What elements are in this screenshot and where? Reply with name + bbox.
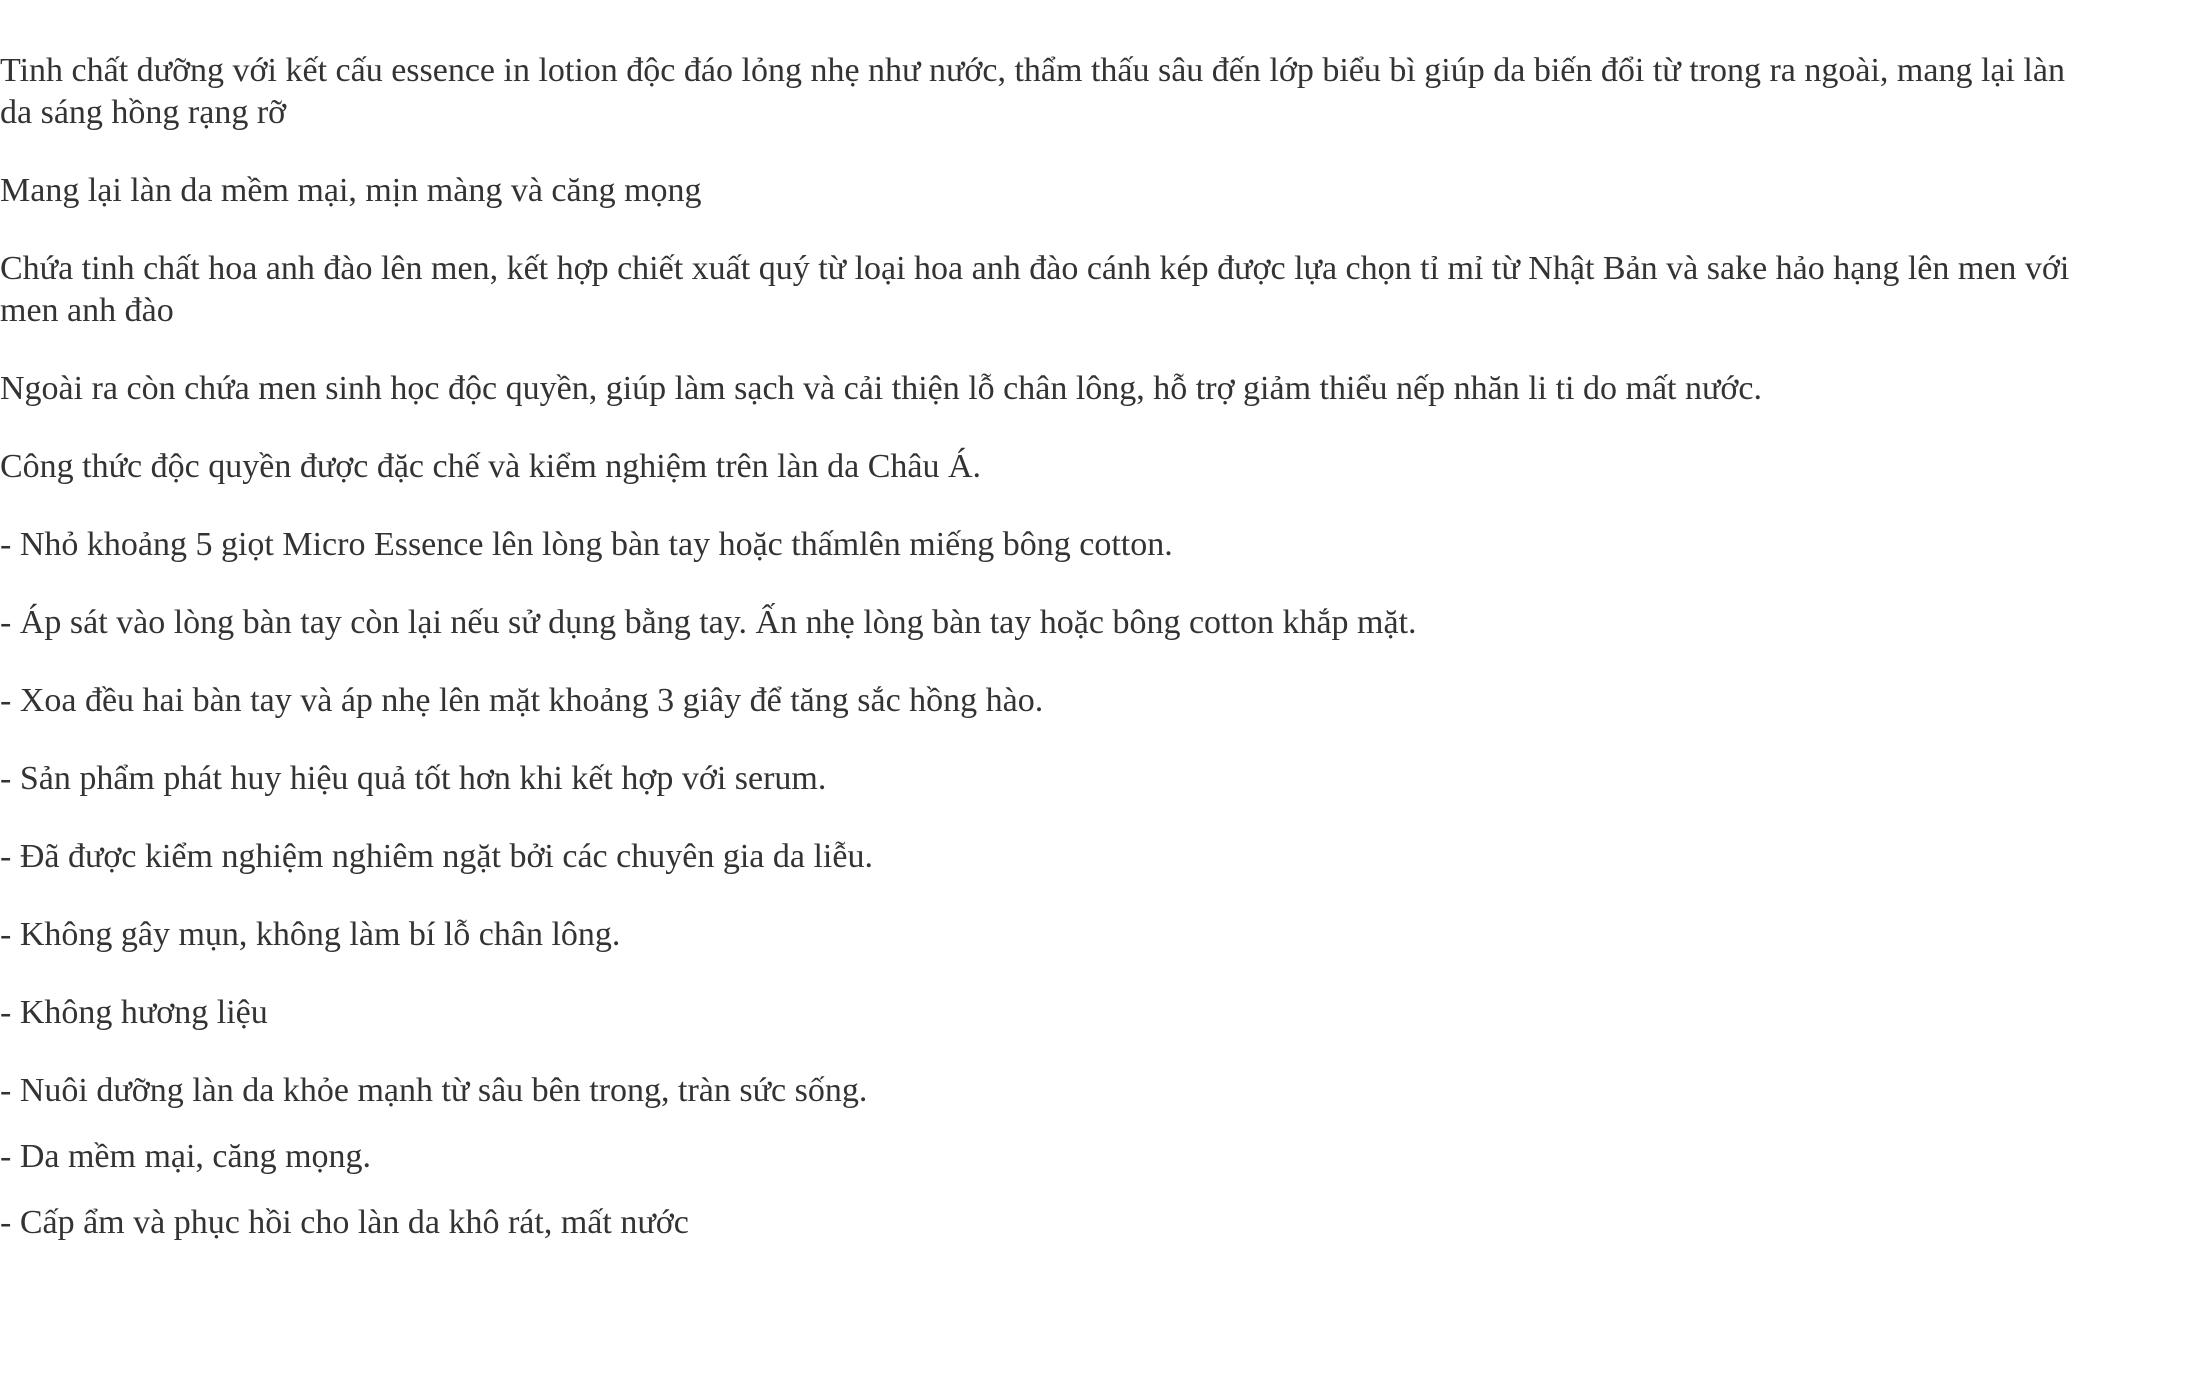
paragraph-formula: Công thức độc quyền được đặc chế và kiểm nghiệm trên làn da Châu Á.: [0, 448, 982, 485]
paragraph-benefit: Mang lại làn da mềm mại, mịn màng và căng mọng: [0, 172, 702, 209]
paragraph-ingredients: Chứa tinh chất hoa anh đào lên men, kết hợp chiết xuất quý từ loại hoa anh đào cánh kép được lựa chọn tỉ mỉ từ Nhật Bản và sake hảo hạng lên men với men anh đào: [0, 250, 2070, 329]
feature-hydrate: - Cấp ẩm và phục hồi cho làn da khô rát, mất nước: [0, 1204, 689, 1241]
feature-soft-skin: - Da mềm mại, căng mọng.: [0, 1138, 372, 1175]
paragraph-intro: Tinh chất dưỡng với kết cấu essence in lotion độc đáo lỏng nhẹ như nước, thẩm thấu sâu đến lớp biểu bì giúp da biến đổi từ trong ra ngoài, mang lại làn da sáng hồng rạng rỡ: [0, 52, 2065, 131]
usage-step-1: - Nhỏ khoảng 5 giọt Micro Essence lên lòng bàn tay hoặc thấmlên miếng bông cotton.: [0, 526, 1173, 563]
usage-tip: - Sản phẩm phát huy hiệu quả tốt hơn khi kết hợp với serum.: [0, 760, 827, 797]
feature-tested: - Đã được kiểm nghiệm nghiêm ngặt bởi các chuyên gia da liễu.: [0, 838, 873, 875]
paragraph-enzyme: Ngoài ra còn chứa men sinh học độc quyền, giúp làm sạch và cải thiện lỗ chân lông, hỗ trợ giảm thiểu nếp nhăn li ti do mất nước.: [0, 370, 1762, 407]
feature-fragrance-free: - Không hương liệu: [0, 994, 268, 1031]
usage-step-2: - Áp sát vào lòng bàn tay còn lại nếu sử dụng bằng tay. Ấn nhẹ lòng bàn tay hoặc bông cotton khắp mặt.: [0, 604, 1417, 641]
feature-non-comedogenic: - Không gây mụn, không làm bí lỗ chân lông.: [0, 916, 621, 953]
usage-step-3: - Xoa đều hai bàn tay và áp nhẹ lên mặt khoảng 3 giây để tăng sắc hồng hào.: [0, 682, 1044, 719]
product-description: [0, 50, 2100, 1280]
feature-nourish: - Nuôi dưỡng làn da khỏe mạnh từ sâu bên trong, tràn sức sống.: [0, 1072, 868, 1109]
